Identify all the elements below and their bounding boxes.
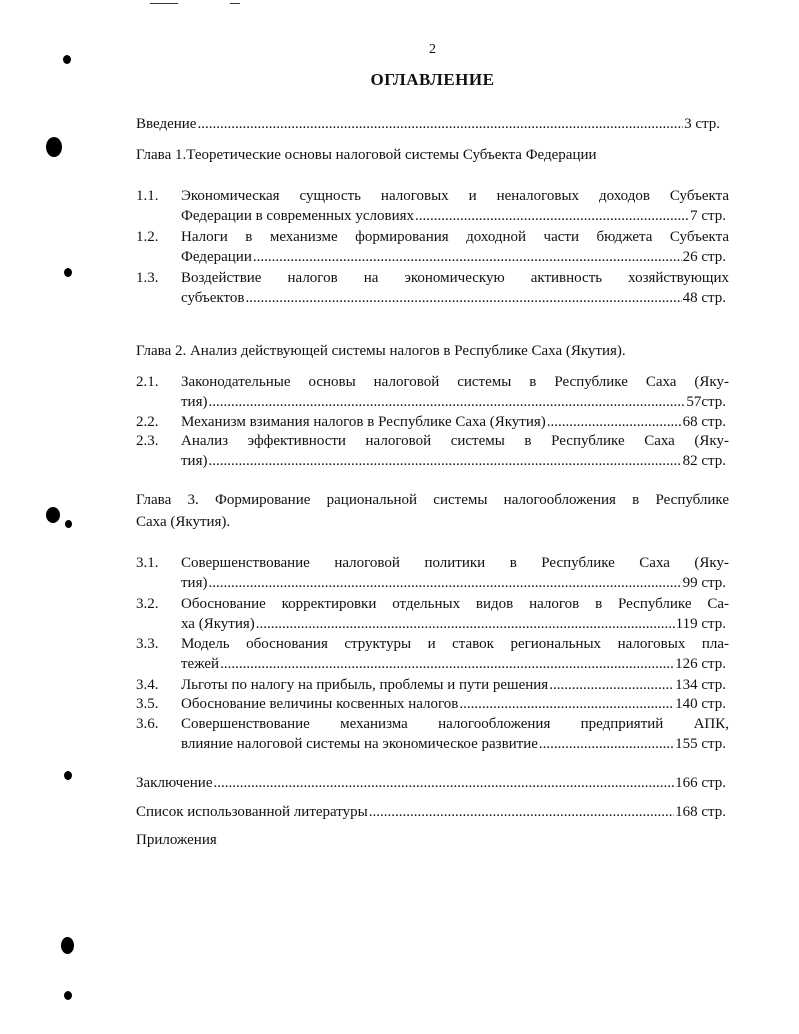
toc-label: Введение <box>136 116 197 132</box>
toc-item-cont: субъектов ..... 48 стр. <box>181 290 726 307</box>
punch-hole-mark <box>64 268 72 277</box>
toc-item-cont: тия) ..... 99 стр. <box>181 575 726 592</box>
toc-item: 1.2. Налоги в механизме формирования доходной части бюджета Субъекта <box>136 229 729 245</box>
chapter-2-heading: Глава 2. Анализ действующей системы налогов в Республике Саха (Якутия). <box>136 343 626 359</box>
toc-appendix: Приложения <box>136 832 217 848</box>
toc-item: 1.3. Воздействие налогов на экономическую активность хозяйствующих <box>136 270 729 286</box>
scan-artifact <box>150 3 178 4</box>
toc-item-cont: Федерации ..... 26 стр. <box>181 249 726 266</box>
toc-item-cont: ха (Якутия) ..... 119 стр. <box>181 616 726 633</box>
toc-item: 2.3. Анализ эффективности налоговой системы в Республике Саха (Яку- <box>136 433 729 449</box>
punch-hole-mark <box>61 937 74 954</box>
toc-item-cont: тия) ..... 57стр. <box>181 394 726 411</box>
punch-hole-mark <box>64 991 72 1000</box>
toc-item: 3.3. Модель обоснования структуры и ставок региональных налоговых пла- <box>136 636 729 652</box>
page-number: 2 <box>429 42 436 57</box>
toc-item-cont: влияние налоговой системы на экономическое развитие ..... 155 стр. <box>181 736 726 753</box>
toc-item: 3.4. Льготы по налогу на прибыль, проблемы и пути решения ..... 134 стр. <box>136 677 726 694</box>
toc-item: 3.2. Обоснование корректировки отдельных видов налогов в Республике Са- <box>136 596 729 612</box>
toc-conclusion: Заключение ..... 166 стр. <box>136 775 726 792</box>
toc-item: 2.1. Законодательные основы налоговой системы в Республике Саха (Яку- <box>136 374 729 390</box>
page-title: ОГЛАВЛЕНИЕ <box>370 70 495 89</box>
chapter-1-heading: Глава 1.Теоретические основы налоговой системы Субъекта Федерации <box>136 147 597 163</box>
toc-item: 2.2. Механизм взимания налогов в Республике Саха (Якутия) ..... 68 стр. <box>136 414 726 431</box>
toc-item: 3.1. Совершенствование налоговой политики в Республике Саха (Яку- <box>136 555 729 571</box>
toc-intro <box>136 116 720 133</box>
punch-hole-mark <box>46 507 60 523</box>
toc-references: Список использованной литературы ..... 168 стр. <box>136 804 726 821</box>
chapter-3-heading-cont: Саха (Якутия). <box>136 514 231 530</box>
toc-item: 1.1. Экономическая сущность налоговых и неналоговых доходов Субъекта <box>136 188 729 204</box>
toc-item: 3.5. Обоснование величины косвенных налогов ..... 140 стр. <box>136 696 726 713</box>
toc-item: 3.6. Совершенствование механизма налогообложения предприятий АПК, <box>136 716 729 732</box>
toc-item-cont: Федерации в современных условиях ..... 7 стр. <box>181 208 726 225</box>
toc-page: 3 стр. <box>684 116 720 132</box>
toc-item-cont: тежей ..... 126 стр. <box>181 656 726 673</box>
punch-hole-mark <box>65 520 72 528</box>
punch-hole-mark <box>46 137 62 157</box>
punch-hole-mark <box>64 771 72 780</box>
chapter-3-heading: Глава 3. Формирование рациональной системы налогообложения в Республике <box>136 492 729 508</box>
toc-item-cont: тия) ..... 82 стр. <box>181 453 726 470</box>
scan-artifact <box>230 3 240 4</box>
